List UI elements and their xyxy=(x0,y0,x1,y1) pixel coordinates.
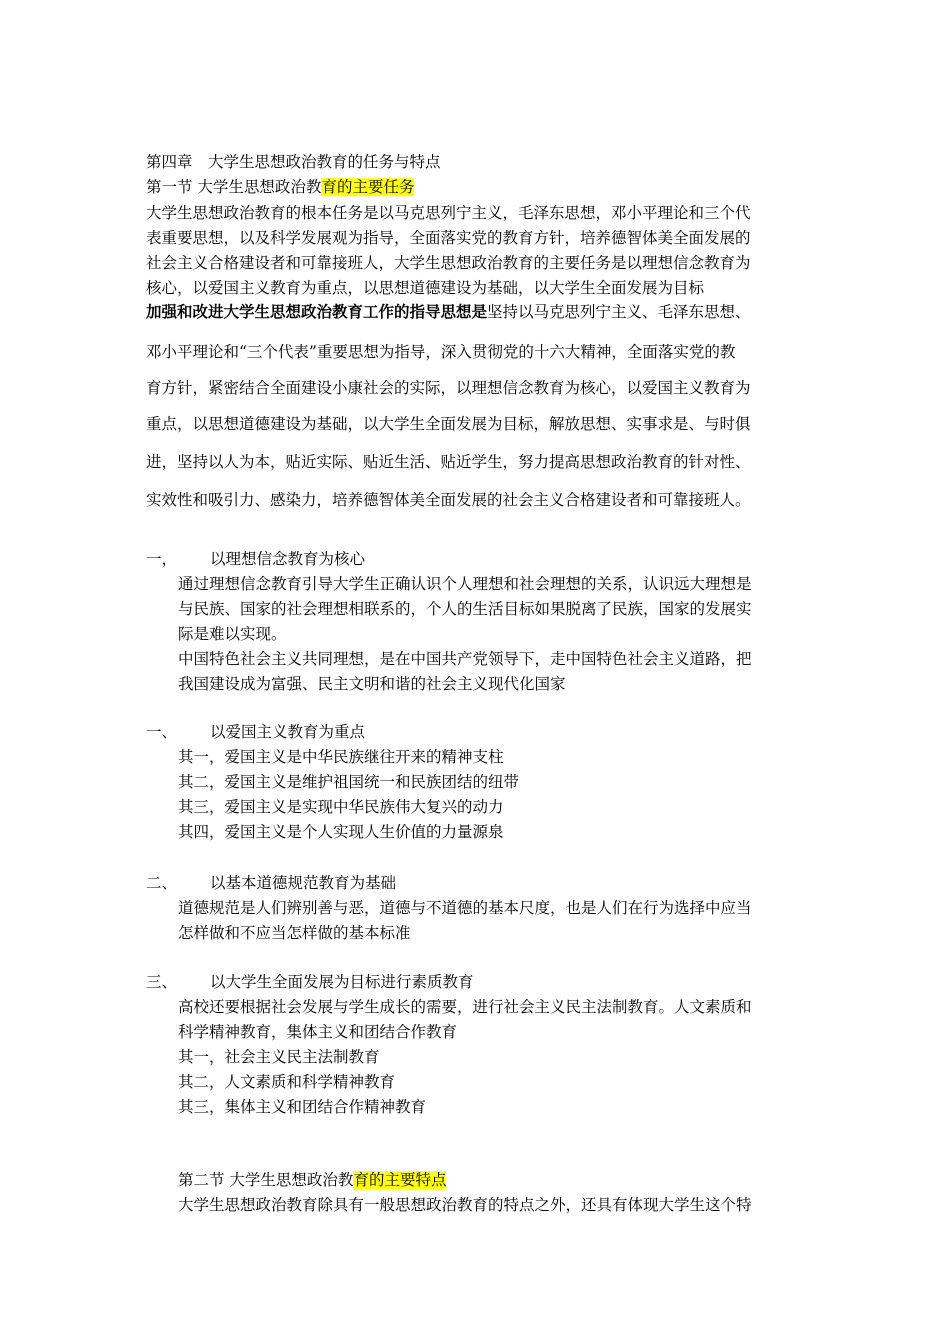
section2-title-plain: 第二节 大学生思想政治教 xyxy=(178,1171,354,1189)
item-title: 以爱国主义教育为重点 xyxy=(210,723,366,741)
para1-line: 大学生思想政治教育的根本任务是以马克思列宁主义，毛泽东思想，邓小平理论和三个代 xyxy=(146,204,751,222)
item-line: 际是难以实现。 xyxy=(178,625,287,643)
item-line: 高校还要根据社会发展与学生成长的需要，进行社会主义民主法制教育。人文素质和 xyxy=(178,998,752,1016)
item-line: 其三，集体主义和团结合作精神教育 xyxy=(178,1098,427,1116)
item-number: 三、 xyxy=(146,973,178,991)
item-line: 其二，爱国主义是维护祖国统一和民族团结的纽带 xyxy=(178,773,520,791)
item-line: 其三，爱国主义是实现中华民族伟大复兴的动力 xyxy=(178,798,504,816)
item-line: 与民族、国家的社会理想相联系的，个人的生活目标如果脱离了民族，国家的发展实 xyxy=(178,600,752,618)
item-line: 通过理想信念教育引导大学生正确认识个人理想和社会理想的关系，认识远大理想是 xyxy=(178,575,752,593)
guide-line: 进，坚持以人为本，贴近实际、贴近生活、贴近学生，努力提高思想政治教育的针对性、 xyxy=(146,453,751,471)
para1-line: 核心，以爱国主义教育为重点，以思想道德建设为基础，以大学生全面发展为目标 xyxy=(146,279,705,297)
guide-line: 实效性和吸引力、感染力，培养德智体美全面发展的社会主义合格建设者和可靠接班人。 xyxy=(146,491,751,509)
item-line: 其二，人文素质和科学精神教育 xyxy=(178,1073,396,1091)
item-title: 以大学生全面发展为目标进行素质教育 xyxy=(210,973,474,991)
section1-title xyxy=(146,177,414,197)
section2-title xyxy=(178,1170,446,1190)
item-title: 以理想信念教育为核心 xyxy=(210,550,366,568)
guide-rest: 坚持以马克思列宁主义、毛泽东思想、 xyxy=(487,303,751,321)
section2-title-highlight: 育的主要特点 xyxy=(353,1171,447,1189)
section1-title-plain: 第一节 大学生思想政治教 xyxy=(146,178,322,196)
item-title: 以基本道德规范教育为基础 xyxy=(210,874,397,892)
item-line: 怎样做和不应当怎样做的基本标准 xyxy=(178,924,411,942)
chapter-title: 第四章 大学生思想政治教育的任务与特点 xyxy=(146,153,441,171)
guide-line: 重点，以思想道德建设为基础，以大学生全面发展为目标，解放思想、实事求是、与时俱 xyxy=(146,415,751,433)
item-line: 中国特色社会主义共同理想，是在中国共产党领导下，走中国特色社会主义道路，把 xyxy=(178,650,752,668)
item-line: 其四，爱国主义是个人实现人生价值的力量源泉 xyxy=(178,823,504,841)
para1-line: 表重要思想，以及科学发展观为指导，全面落实党的教育方针，培养德智体美全面发展的 xyxy=(146,229,751,247)
item-line: 我国建设成为富强、民主文明和谐的社会主义现代化国家 xyxy=(178,675,566,693)
section1-title-highlight: 育的主要任务 xyxy=(321,178,415,196)
section2-line: 大学生思想政治教育除具有一般思想政治教育的特点之外，还具有体现大学生这个特 xyxy=(178,1196,752,1214)
item-line: 其一，爱国主义是中华民族继往开来的精神支柱 xyxy=(178,748,504,766)
guide-bold: 加强和改进大学生思想政治教育工作的指导思想是 xyxy=(146,302,488,321)
item-line: 其一，社会主义民主法制教育 xyxy=(178,1048,380,1066)
item-number: 一， xyxy=(146,550,178,568)
item-line: 科学精神教育，集体主义和团结合作教育 xyxy=(178,1023,458,1041)
guide-line: 邓小平理论和“三个代表”重要思想为指导，深入贯彻党的十六大精神，全面落实党的教 xyxy=(146,343,736,361)
para1-line: 社会主义合格建设者和可靠接班人，大学生思想政治教育的主要任务是以理想信念教育为 xyxy=(146,254,751,272)
item-number: 二、 xyxy=(146,874,178,892)
guide-line: 育方针，紧密结合全面建设小康社会的实际，以理想信念教育为核心，以爱国主义教育为 xyxy=(146,379,751,397)
item-number: 一、 xyxy=(146,723,178,741)
item-line: 道德规范是人们辨别善与恶，道德与不道德的基本尺度，也是人们在行为选择中应当 xyxy=(178,899,752,917)
guide-line-first xyxy=(146,302,751,322)
